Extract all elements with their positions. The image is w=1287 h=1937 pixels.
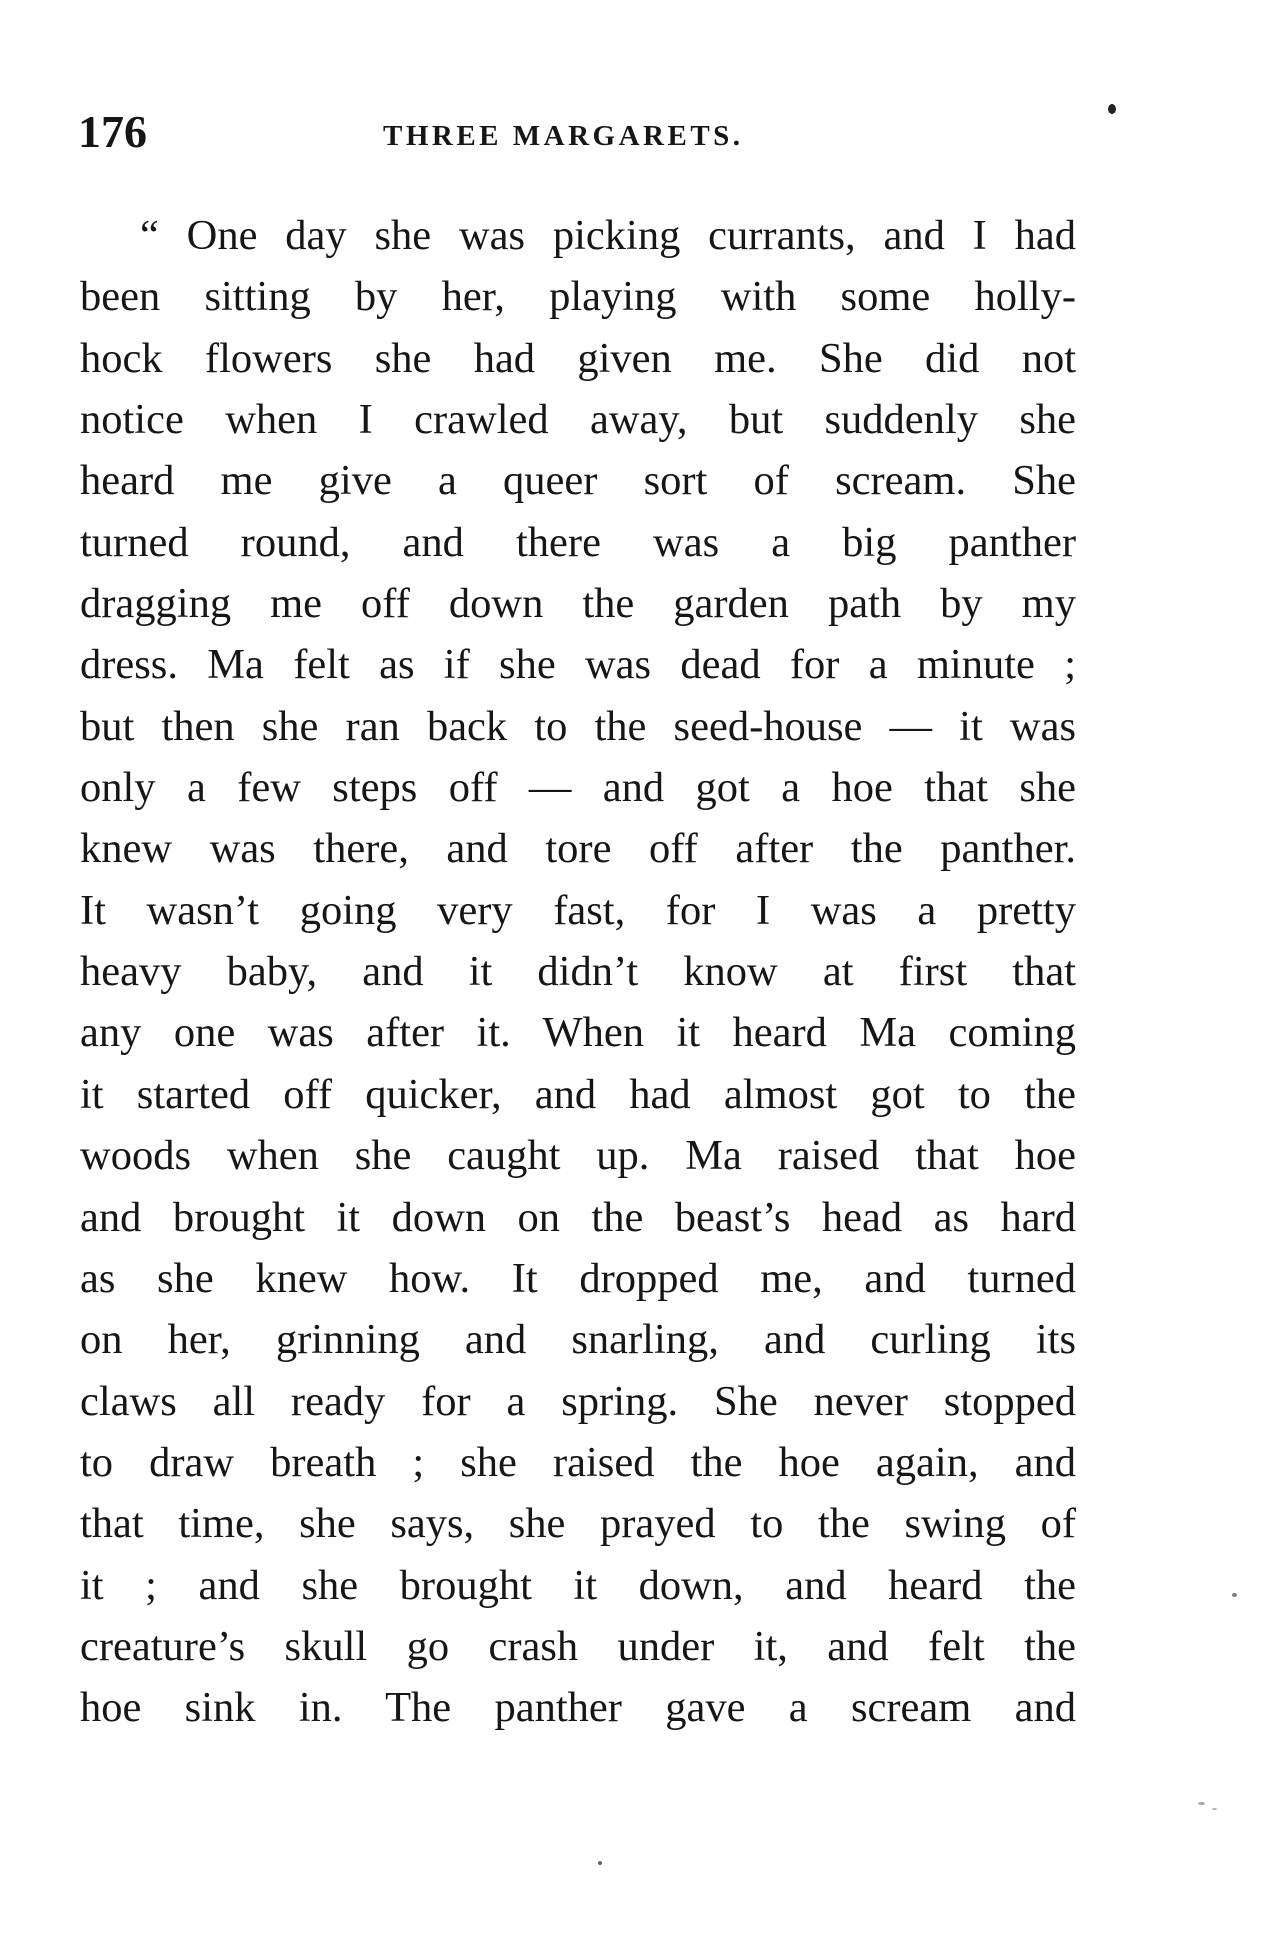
text-line: it started off quicker, and had almost got to the: [80, 1070, 1076, 1118]
text-line: as she knew how. It dropped me, and turned: [80, 1254, 1076, 1302]
text-line: creature’s skull go crash under it, and felt the: [80, 1622, 1076, 1670]
ink-speck: [1108, 104, 1116, 114]
text-line: to draw breath ; she raised the hoe again, and: [80, 1438, 1076, 1486]
text-line: woods when she caught up. Ma raised that hoe: [80, 1132, 1076, 1180]
text-line: claws all ready for a spring. She never stopped: [80, 1377, 1076, 1425]
text-line: notice when I crawled away, but suddenly she: [80, 396, 1076, 444]
ink-speck: [598, 1861, 602, 1865]
text-line: that time, she says, she prayed to the swing of: [80, 1500, 1076, 1548]
text-line: and brought it down on the beast’s head as hard: [80, 1193, 1076, 1241]
text-line: but then she ran back to the seed-house — it was: [80, 702, 1076, 750]
text-line: dress. Ma felt as if she was dead for a minute ;: [80, 641, 1076, 689]
page-number: 176: [78, 106, 147, 157]
text-line: hock flowers she had given me. She did not: [80, 334, 1076, 382]
ink-speck: [1212, 1808, 1217, 1810]
text-line: heard me give a queer sort of scream. She: [80, 457, 1076, 505]
text-line: knew was there, and tore off after the panther.: [80, 825, 1076, 873]
text-line: any one was after it. When it heard Ma coming: [80, 1009, 1076, 1057]
body-text: [80, 205, 1076, 1739]
text-line: been sitting by her, playing with some holly-: [80, 273, 1076, 321]
running-title: THREE MARGARETS.: [383, 120, 744, 152]
text-line: heavy baby, and it didn’t know at first that: [80, 948, 1076, 996]
ink-speck: [1198, 1802, 1205, 1805]
text-line: it ; and she brought it down, and heard the: [80, 1561, 1076, 1609]
text-line: dragging me off down the garden path by my: [80, 580, 1076, 628]
text-line: “ One day she was picking currants, and I had: [140, 212, 1076, 259]
text-line: on her, grinning and snarling, and curling its: [80, 1316, 1076, 1364]
text-line: It wasn’t going very fast, for I was a pretty: [80, 886, 1076, 934]
text-line: hoe sink in. The panther gave a scream and: [80, 1684, 1076, 1732]
text-line: only a few steps off — and got a hoe that she: [80, 764, 1076, 812]
page-header: [78, 104, 1076, 160]
ink-speck: [1232, 1593, 1237, 1597]
text-line: turned round, and there was a big panther: [80, 518, 1076, 566]
